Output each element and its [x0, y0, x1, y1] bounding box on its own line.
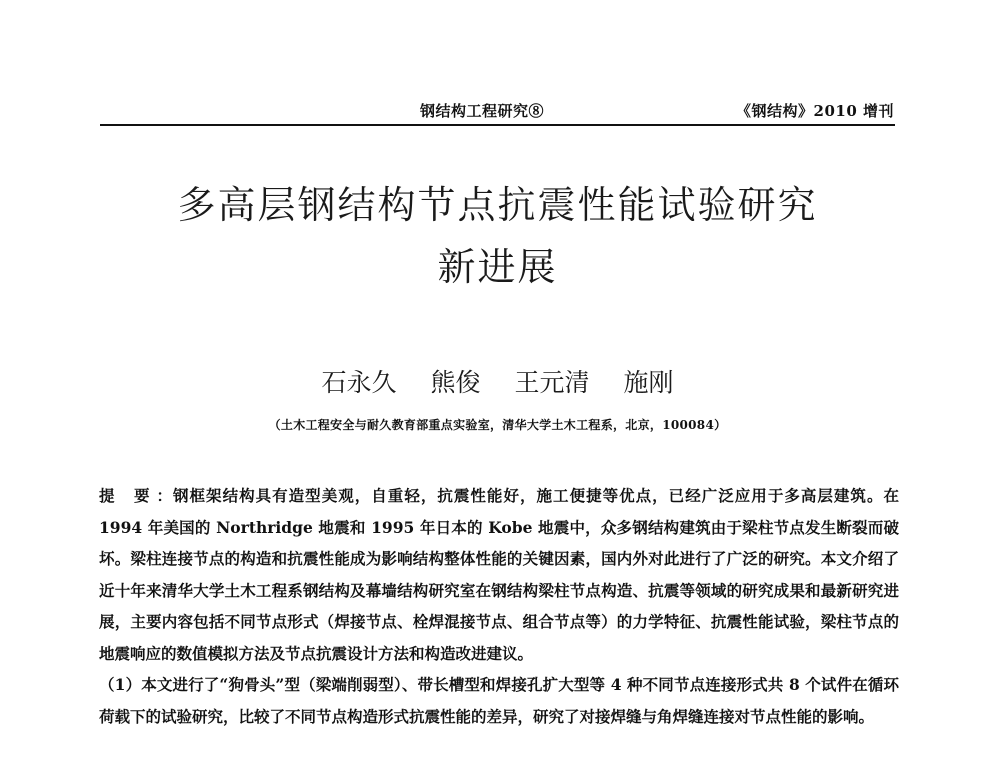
title-line-1: 多高层钢结构节点抗震性能试验研究	[177, 183, 818, 227]
abstract-label: 提 要	[99, 486, 157, 505]
header-series-title: 钢结构工程研究⑧	[420, 102, 545, 120]
abstract-item-1: （1）本文进行了“狗骨头”型（梁端削弱型）、带长槽型和焊接孔扩大型等 4 种不同节点连接形式共 8 个试件在循环荷载下的试验研究，比较了不同节点构造形式抗震性能的差异，研究了对接焊缝与角焊缝连接对节点性能的影响。	[99, 675, 899, 726]
header-rule	[100, 124, 895, 126]
running-header	[100, 96, 900, 122]
abstract-paragraph	[99, 480, 899, 669]
author-name: 石永久	[321, 368, 397, 397]
title-line-2: 新进展	[437, 245, 558, 289]
abstract-separator: ：	[156, 486, 173, 505]
author-name: 施刚	[623, 368, 674, 397]
author-name: 熊俊	[430, 368, 481, 397]
abstract-body: 钢框架结构具有造型美观，自重轻，抗震性能好，施工便捷等优点，已经广泛应用于多高层建筑。在 1994 年美国的 Northridge 地震和 1995 年日本的 Kobe 地震中，众多钢结构建筑由于梁柱节点发生断裂而破坏。梁柱连接节点的构造和抗震性能成为影响结构整体性能的关键因素，国内外对此进行了广泛的研究。本文介绍了近十年来清华大学土木工程系钢结构及幕墙结构研究室在钢结构梁柱节点构造、抗震等领域的研究成果和最新研究进展，主要内容包括不同节点形式（焊接节点、栓焊混接节点、组合节点等）的力学特征、抗震性能试验，梁柱节点的地震响应的数值模拟方法及节点抗震设计方法和构造改进建议。	[99, 486, 899, 663]
paper-title	[100, 174, 895, 298]
author-affiliation: （土木工程安全与耐久教育部重点实验室，清华大学土木工程系，北京，100084）	[268, 418, 727, 432]
author-name: 王元清	[514, 368, 590, 397]
author-list	[100, 363, 895, 399]
abstract	[99, 480, 899, 732]
header-journal-name: 《钢结构》2010 增刊	[736, 102, 894, 120]
